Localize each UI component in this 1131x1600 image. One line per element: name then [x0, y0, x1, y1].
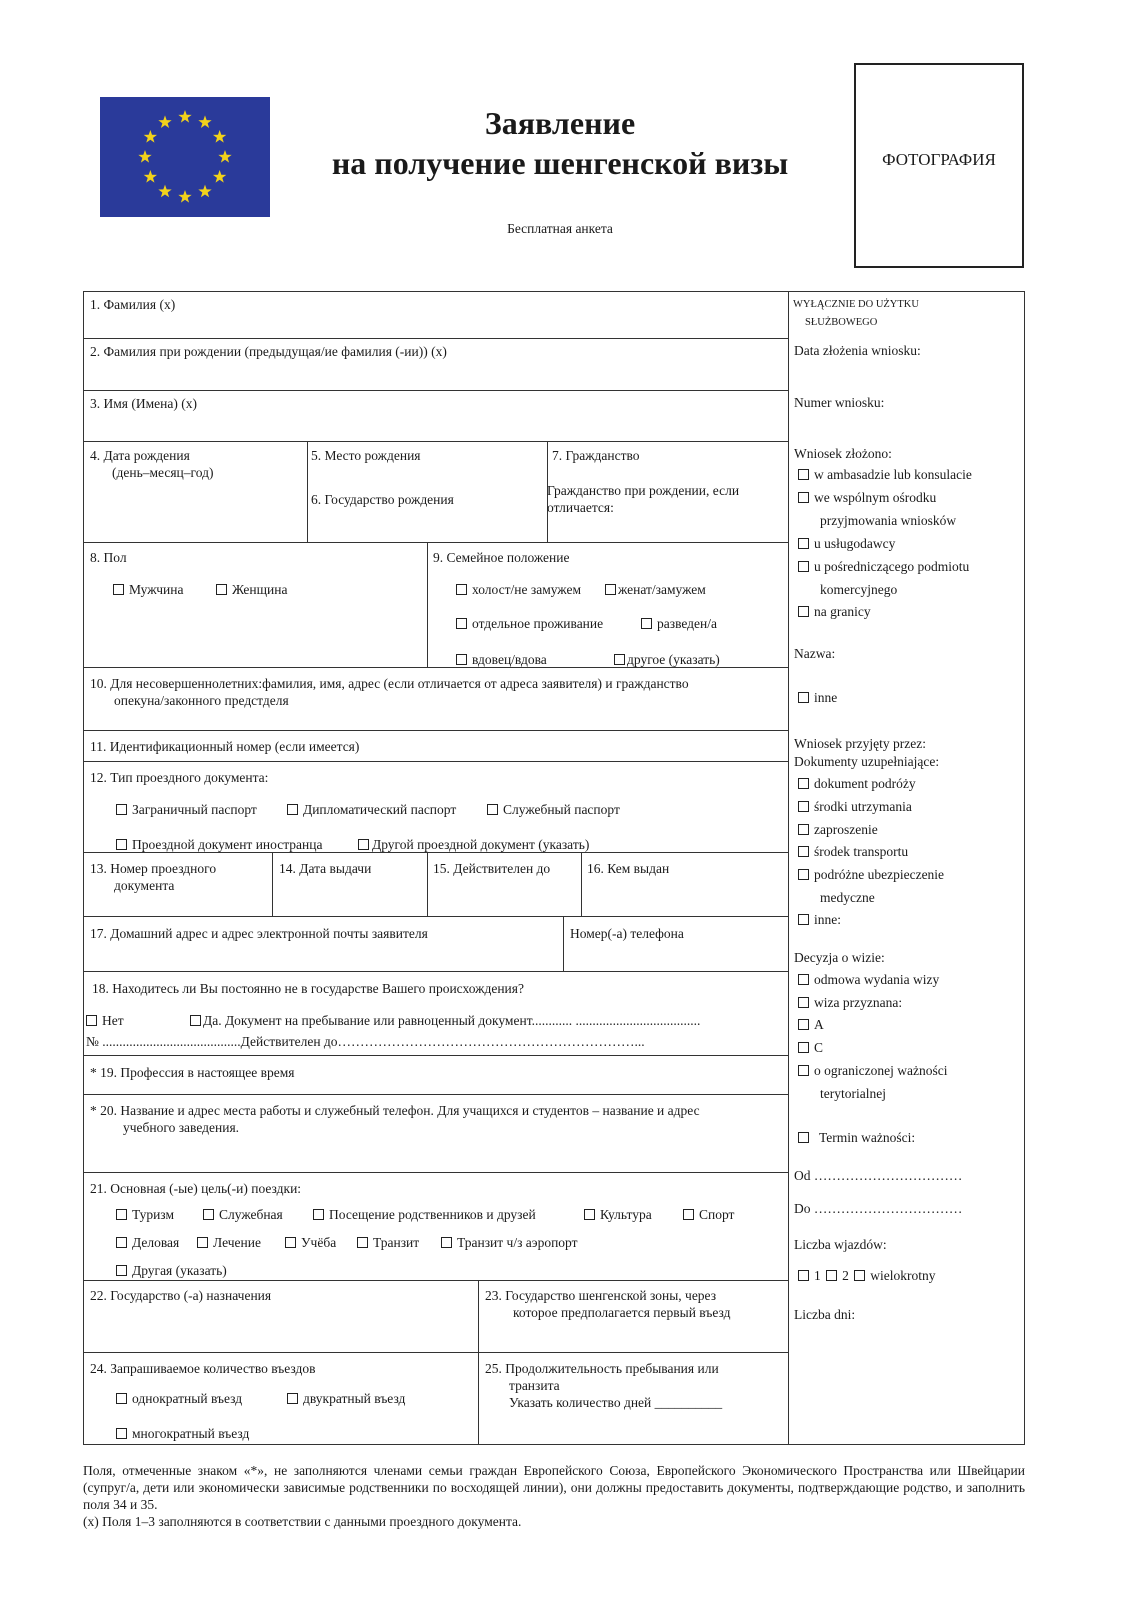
- field-4-format: (день–месяц–год): [112, 465, 214, 480]
- field-20-employer[interactable]: [90, 1102, 700, 1136]
- checkbox[interactable]: [203, 1209, 214, 1220]
- official-entries-options[interactable]: [798, 1267, 936, 1284]
- grid-vline: [563, 916, 564, 971]
- option-label: Да. Документ на пребывание или равноценный документ............ .....................................: [203, 1013, 701, 1028]
- field-20-line-1: * 20. Название и адрес места работы и служебный телефон. Для учащихся и студентов – название и адрес: [90, 1103, 700, 1118]
- photo-label: ФОТОГРАФИЯ: [882, 150, 996, 169]
- checkbox[interactable]: [798, 974, 809, 985]
- option-label: na granicy: [814, 604, 871, 619]
- official-s2b: przyjmowania wniosków: [820, 513, 957, 528]
- grid-hline: [83, 441, 788, 442]
- checkbox[interactable]: [357, 1237, 368, 1248]
- official-date: Data złożenia wniosku:: [794, 343, 921, 358]
- field-23-first-entry[interactable]: [485, 1287, 730, 1321]
- checkbox[interactable]: [798, 801, 809, 812]
- field-10-line-2: опекуна/законного предстделя: [114, 693, 289, 708]
- checkbox[interactable]: [287, 1393, 298, 1404]
- option-label: Транзит: [373, 1235, 420, 1250]
- checkbox[interactable]: [116, 839, 127, 850]
- option-widowed[interactable]: [456, 651, 547, 668]
- official-submitted: Wniosek złożono:: [794, 446, 892, 461]
- official-v3[interactable]: [798, 1016, 824, 1033]
- field-13-document-number[interactable]: [90, 860, 216, 894]
- option-label: wiza przyznana:: [814, 995, 903, 1010]
- field-1-surname[interactable]: 1. Фамилия (x): [90, 297, 176, 312]
- option-passport[interactable]: [116, 801, 257, 818]
- checkbox[interactable]: [798, 1132, 809, 1143]
- option-label: двукратный въезд: [303, 1391, 406, 1406]
- option-label: podróżne ubezpieczenie: [814, 867, 945, 882]
- option-label: вдовец/вдова: [472, 652, 547, 667]
- field-16-issued-by[interactable]: 16. Кем выдан: [587, 861, 670, 876]
- field-2-surname-at-birth[interactable]: 2. Фамилия при рождении (предыдущая/ие фамилия (-ии)) (x): [90, 344, 447, 359]
- grid-hline: [83, 761, 788, 762]
- option-label: Лечение: [213, 1235, 261, 1250]
- grid-vline: [478, 1280, 479, 1445]
- option-label: u pośredniczącego podmiotu: [814, 559, 970, 574]
- official-s5[interactable]: [798, 603, 871, 620]
- official-head-1: WYŁĄCZNIE DO UŻYTKU: [793, 299, 919, 310]
- option-alien-document[interactable]: [116, 836, 322, 853]
- official-d2[interactable]: [798, 798, 912, 815]
- checkbox[interactable]: [798, 869, 809, 880]
- official-head-2: SŁUŻBOWEGO: [805, 317, 878, 328]
- option-label: Посещение родственников и друзей: [329, 1207, 536, 1222]
- field-21-purpose: 21. Основная (-ые) цель(-и) поездки:: [90, 1181, 302, 1196]
- field-7b-line-1: Гражданство при рождении, если: [547, 483, 740, 498]
- option-label: 2: [842, 1268, 849, 1283]
- option-label: однократный въезд: [132, 1391, 243, 1406]
- field-3-first-name[interactable]: 3. Имя (Имена) (x): [90, 396, 197, 411]
- option-label: другое (указать): [627, 652, 720, 667]
- official-number: Numer wniosku:: [794, 395, 885, 410]
- checkbox[interactable]: [287, 804, 298, 815]
- option-separated[interactable]: [456, 615, 603, 632]
- field-6-birth-country[interactable]: 6. Государство рождения: [311, 492, 454, 507]
- field-20-line-2: учебного заведения.: [123, 1120, 240, 1135]
- checkbox[interactable]: [798, 538, 809, 549]
- option-label: Культура: [600, 1207, 652, 1222]
- official-d4[interactable]: [798, 843, 908, 860]
- checkbox[interactable]: [116, 804, 127, 815]
- field-24-entries: 24. Запрашиваемое количество въездов: [90, 1361, 316, 1376]
- official-use-heading: [793, 298, 919, 330]
- official-docs: Dokumenty uzupełniające:: [794, 754, 940, 769]
- checkbox[interactable]: [86, 1015, 97, 1026]
- field-11-id-number[interactable]: 11. Идентификационный номер (если имеется): [90, 739, 360, 754]
- checkbox[interactable]: [798, 914, 809, 925]
- field-9-marital-status: 9. Семейное положение: [433, 550, 570, 565]
- option-label: o ograniczonej ważności: [814, 1063, 948, 1078]
- grid-hline: [83, 916, 788, 917]
- field-12-document-type: 12. Тип проездного документа:: [90, 770, 269, 785]
- field-13-line-1: 13. Номер проездного: [90, 861, 217, 876]
- checkbox[interactable]: [798, 778, 809, 789]
- option-label: Дипломатический паспорт: [303, 802, 457, 817]
- field-13-line-2: документа: [114, 878, 175, 893]
- checkbox[interactable]: [456, 584, 467, 595]
- field-19-profession[interactable]: * 19. Профессия в настоящее время: [90, 1065, 295, 1080]
- option-sport[interactable]: [683, 1206, 734, 1223]
- option-double-entry[interactable]: [287, 1390, 405, 1407]
- official-d5[interactable]: [798, 866, 944, 883]
- option-other-document[interactable]: [358, 836, 589, 853]
- grid-vline: [427, 542, 428, 667]
- eu-flag: [100, 97, 270, 217]
- photo-box: [854, 63, 1024, 268]
- official-d1[interactable]: [798, 775, 916, 792]
- option-label: Другая (указать): [132, 1263, 227, 1278]
- option-label: Другой проездной документ (указать): [372, 837, 590, 852]
- option-label: 1: [814, 1268, 821, 1283]
- checkbox[interactable]: [584, 1209, 595, 1220]
- grid-hline: [83, 971, 788, 972]
- field-25-line-2: транзита: [509, 1378, 560, 1393]
- official-d3[interactable]: [798, 821, 878, 838]
- checkbox[interactable]: [441, 1237, 452, 1248]
- checkbox[interactable]: [197, 1237, 208, 1248]
- official-s4[interactable]: [798, 558, 969, 575]
- official-s3[interactable]: [798, 535, 895, 552]
- option-label: Termin ważności:: [819, 1130, 916, 1145]
- option-family-visit[interactable]: [313, 1206, 536, 1223]
- checkbox[interactable]: [116, 1393, 127, 1404]
- checkbox[interactable]: [116, 1265, 127, 1276]
- grid-hline: [83, 338, 788, 339]
- checkbox[interactable]: [826, 1270, 837, 1281]
- field-8-sex: 8. Пол: [90, 550, 127, 565]
- checkbox[interactable]: [216, 584, 227, 595]
- grid-hline: [83, 1055, 788, 1056]
- field-23-line-1: 23. Государство шенгенской зоны, через: [485, 1288, 717, 1303]
- eu-flag-stars-icon: [100, 97, 270, 217]
- subtitle: Бесплатная анкета: [507, 221, 613, 236]
- checkbox[interactable]: [190, 1015, 201, 1026]
- option-culture[interactable]: [584, 1206, 652, 1223]
- option-label: Служебный паспорт: [503, 802, 620, 817]
- checkbox[interactable]: [116, 1428, 127, 1439]
- footnote-2: (x) Поля 1–3 заполняются в соответствии с данными проездного документа.: [83, 1514, 522, 1529]
- official-s1[interactable]: [798, 466, 972, 483]
- option-label: odmowa wydania wizy: [814, 972, 940, 987]
- option-label: Деловая: [132, 1235, 180, 1250]
- option-label: отдельное проживание: [472, 616, 604, 631]
- field-18-residence: 18. Находитесь ли Вы постоянно не в государстве Вашего происхождения?: [92, 981, 524, 996]
- field-18-document-number[interactable]: № .........................................Действителен до…………………………………………………………...: [86, 1034, 645, 1049]
- option-label: Женщина: [232, 582, 288, 597]
- footnote: [83, 1462, 1025, 1530]
- grid-hline: [83, 1280, 788, 1281]
- grid-hline: [83, 390, 788, 391]
- option-airport-transit[interactable]: [441, 1234, 578, 1251]
- option-male[interactable]: [113, 581, 183, 598]
- grid-hline: [83, 1094, 788, 1095]
- option-label: zaproszenie: [814, 822, 878, 837]
- option-no[interactable]: [86, 1012, 124, 1029]
- option-label: inne:: [814, 912, 841, 927]
- field-14-issue-date[interactable]: 14. Дата выдачи: [279, 861, 372, 876]
- option-label: Мужчина: [129, 582, 184, 597]
- checkbox[interactable]: [456, 654, 467, 665]
- option-label: A: [814, 1017, 824, 1032]
- checkbox[interactable]: [798, 692, 809, 703]
- option-label: Туризм: [132, 1207, 174, 1222]
- checkbox[interactable]: [798, 1065, 809, 1076]
- field-4-label: 4. Дата рождения: [90, 448, 190, 463]
- option-label: inne: [814, 690, 838, 705]
- field-4-birth-date[interactable]: [90, 447, 213, 481]
- option-label: C: [814, 1040, 824, 1055]
- official-d5b: medyczne: [820, 890, 875, 905]
- option-label: wielokrotny: [870, 1268, 936, 1283]
- page-title: [280, 103, 840, 183]
- field-10-guardian[interactable]: [90, 675, 689, 709]
- option-label: Учёба: [301, 1235, 337, 1250]
- checkbox[interactable]: [798, 846, 809, 857]
- option-label: Транзит ч/з аэропорт: [457, 1235, 578, 1250]
- grid-vline: [272, 852, 273, 916]
- checkbox[interactable]: [456, 618, 467, 629]
- field-7-citizenship-at-birth[interactable]: [547, 482, 739, 516]
- option-treatment[interactable]: [197, 1234, 261, 1251]
- checkbox[interactable]: [285, 1237, 296, 1248]
- field-7-citizenship[interactable]: 7. Гражданство: [552, 448, 640, 463]
- field-17-address[interactable]: 17. Домашний адрес и адрес электронной почты заявителя: [90, 926, 428, 941]
- checkbox[interactable]: [605, 584, 616, 595]
- grid-vline: [427, 852, 428, 916]
- option-label: środki utrzymania: [814, 799, 912, 814]
- checkbox[interactable]: [113, 584, 124, 595]
- checkbox[interactable]: [116, 1209, 127, 1220]
- field-25-duration[interactable]: [485, 1360, 722, 1411]
- field-15-valid-until[interactable]: 15. Действителен до: [433, 861, 551, 876]
- official-term[interactable]: [798, 1129, 915, 1146]
- option-business[interactable]: [116, 1234, 179, 1251]
- checkbox[interactable]: [854, 1270, 865, 1281]
- grid-vline: [788, 291, 789, 1445]
- field-7b-line-2: отличается:: [547, 500, 614, 515]
- option-label: Проездной документ иностранца: [132, 837, 323, 852]
- checkbox[interactable]: [358, 839, 369, 850]
- option-married[interactable]: [605, 581, 706, 598]
- official-inne[interactable]: [798, 689, 837, 706]
- option-other-purpose[interactable]: [116, 1262, 227, 1279]
- field-17-phone[interactable]: Номер(-а) телефона: [570, 926, 684, 941]
- checkbox[interactable]: [641, 618, 652, 629]
- official-od[interactable]: Od ……………………………: [794, 1168, 963, 1183]
- checkbox[interactable]: [798, 561, 809, 572]
- option-label: женат/замужем: [618, 582, 706, 597]
- option-label: środek transportu: [814, 844, 909, 859]
- grid-hline: [83, 730, 788, 731]
- official-accepted: Wniosek przyjęty przez:: [794, 736, 926, 751]
- checkbox[interactable]: [798, 824, 809, 835]
- option-multiple-entry[interactable]: [116, 1425, 249, 1442]
- checkbox[interactable]: [798, 492, 809, 503]
- title-line-2: на получение шенгенской визы: [331, 145, 789, 181]
- checkbox[interactable]: [614, 654, 625, 665]
- official-decision: Decyzja o wizie:: [794, 950, 885, 965]
- checkbox[interactable]: [683, 1209, 694, 1220]
- checkbox[interactable]: [798, 606, 809, 617]
- option-single[interactable]: [456, 581, 581, 598]
- checkbox[interactable]: [116, 1237, 127, 1248]
- footnote-1: Поля, отмеченные знаком «*», не заполняются членами семьи граждан Европейского Союза, Европейского Экономического Пространства или Швейцарии (супруг/а, дети или экономически зависимые родственники по восходящей линии), они должны предоставить документы, подтверждающие родство, и заполнить поля 34 и 35.: [83, 1463, 1025, 1512]
- checkbox[interactable]: [798, 997, 809, 1008]
- option-transit[interactable]: [357, 1234, 419, 1251]
- option-yes[interactable]: [190, 1012, 700, 1029]
- checkbox[interactable]: [798, 1270, 809, 1281]
- option-study[interactable]: [285, 1234, 336, 1251]
- option-business-trip[interactable]: [203, 1206, 283, 1223]
- grid-hline: [83, 542, 788, 543]
- title-line-1: Заявление: [484, 105, 636, 141]
- official-nazwa: Nazwa:: [794, 646, 836, 661]
- option-other-status[interactable]: [614, 651, 720, 668]
- field-5-birth-place[interactable]: 5. Место рождения: [311, 448, 421, 463]
- option-label: w ambasadzie lub konsulacie: [814, 467, 972, 482]
- option-tourism[interactable]: [116, 1206, 174, 1223]
- checkbox[interactable]: [798, 1019, 809, 1030]
- option-female[interactable]: [216, 581, 287, 598]
- official-s4b: komercyjnego: [820, 582, 898, 597]
- option-label: we wspólnym ośrodku: [814, 490, 937, 505]
- checkbox[interactable]: [313, 1209, 324, 1220]
- field-25-line-1: 25. Продолжительность пребывания или: [485, 1361, 719, 1376]
- option-label: холост/не замужем: [472, 582, 581, 597]
- field-10-line-1: 10. Для несовершеннолетних:фамилия, имя, адрес (если отличается от адреса заявителя) и гражданство: [90, 676, 689, 691]
- checkbox[interactable]: [798, 469, 809, 480]
- official-v5[interactable]: [798, 1062, 947, 1079]
- option-label: Заграничный паспорт: [132, 802, 257, 817]
- grid-hline: [83, 1172, 788, 1173]
- option-label: разведен/а: [657, 616, 718, 631]
- option-service-passport[interactable]: [487, 801, 620, 818]
- grid-vline: [307, 441, 308, 542]
- official-s2[interactable]: [798, 489, 936, 506]
- option-label: Нет: [102, 1013, 124, 1028]
- field-22-destination[interactable]: 22. Государство (-а) назначения: [90, 1288, 272, 1303]
- grid-vline: [581, 852, 582, 916]
- option-divorced[interactable]: [641, 615, 717, 632]
- option-label: dokument podróży: [814, 776, 916, 791]
- field-25-line-3: Указать количество дней __________: [509, 1395, 723, 1410]
- option-diplomatic-passport[interactable]: [287, 801, 456, 818]
- option-label: Спорт: [699, 1207, 735, 1222]
- field-23-line-2: которое предполагается первый въезд: [513, 1305, 731, 1320]
- option-label: многократный въезд: [132, 1426, 250, 1441]
- option-label: Служебная: [219, 1207, 283, 1222]
- option-single-entry[interactable]: [116, 1390, 242, 1407]
- checkbox[interactable]: [798, 1042, 809, 1053]
- official-v1[interactable]: [798, 971, 939, 988]
- official-v2[interactable]: [798, 994, 902, 1011]
- official-days: Liczba dni:: [794, 1307, 856, 1322]
- checkbox[interactable]: [487, 804, 498, 815]
- option-label: u usługodawcy: [814, 536, 896, 551]
- official-d6[interactable]: [798, 911, 841, 928]
- official-v4[interactable]: [798, 1039, 823, 1056]
- grid-hline: [83, 1352, 788, 1353]
- official-do[interactable]: Do ……………………………: [794, 1201, 963, 1216]
- official-v5b: terytorialnej: [820, 1086, 886, 1101]
- official-entries: Liczba wjazdów:: [794, 1237, 887, 1252]
